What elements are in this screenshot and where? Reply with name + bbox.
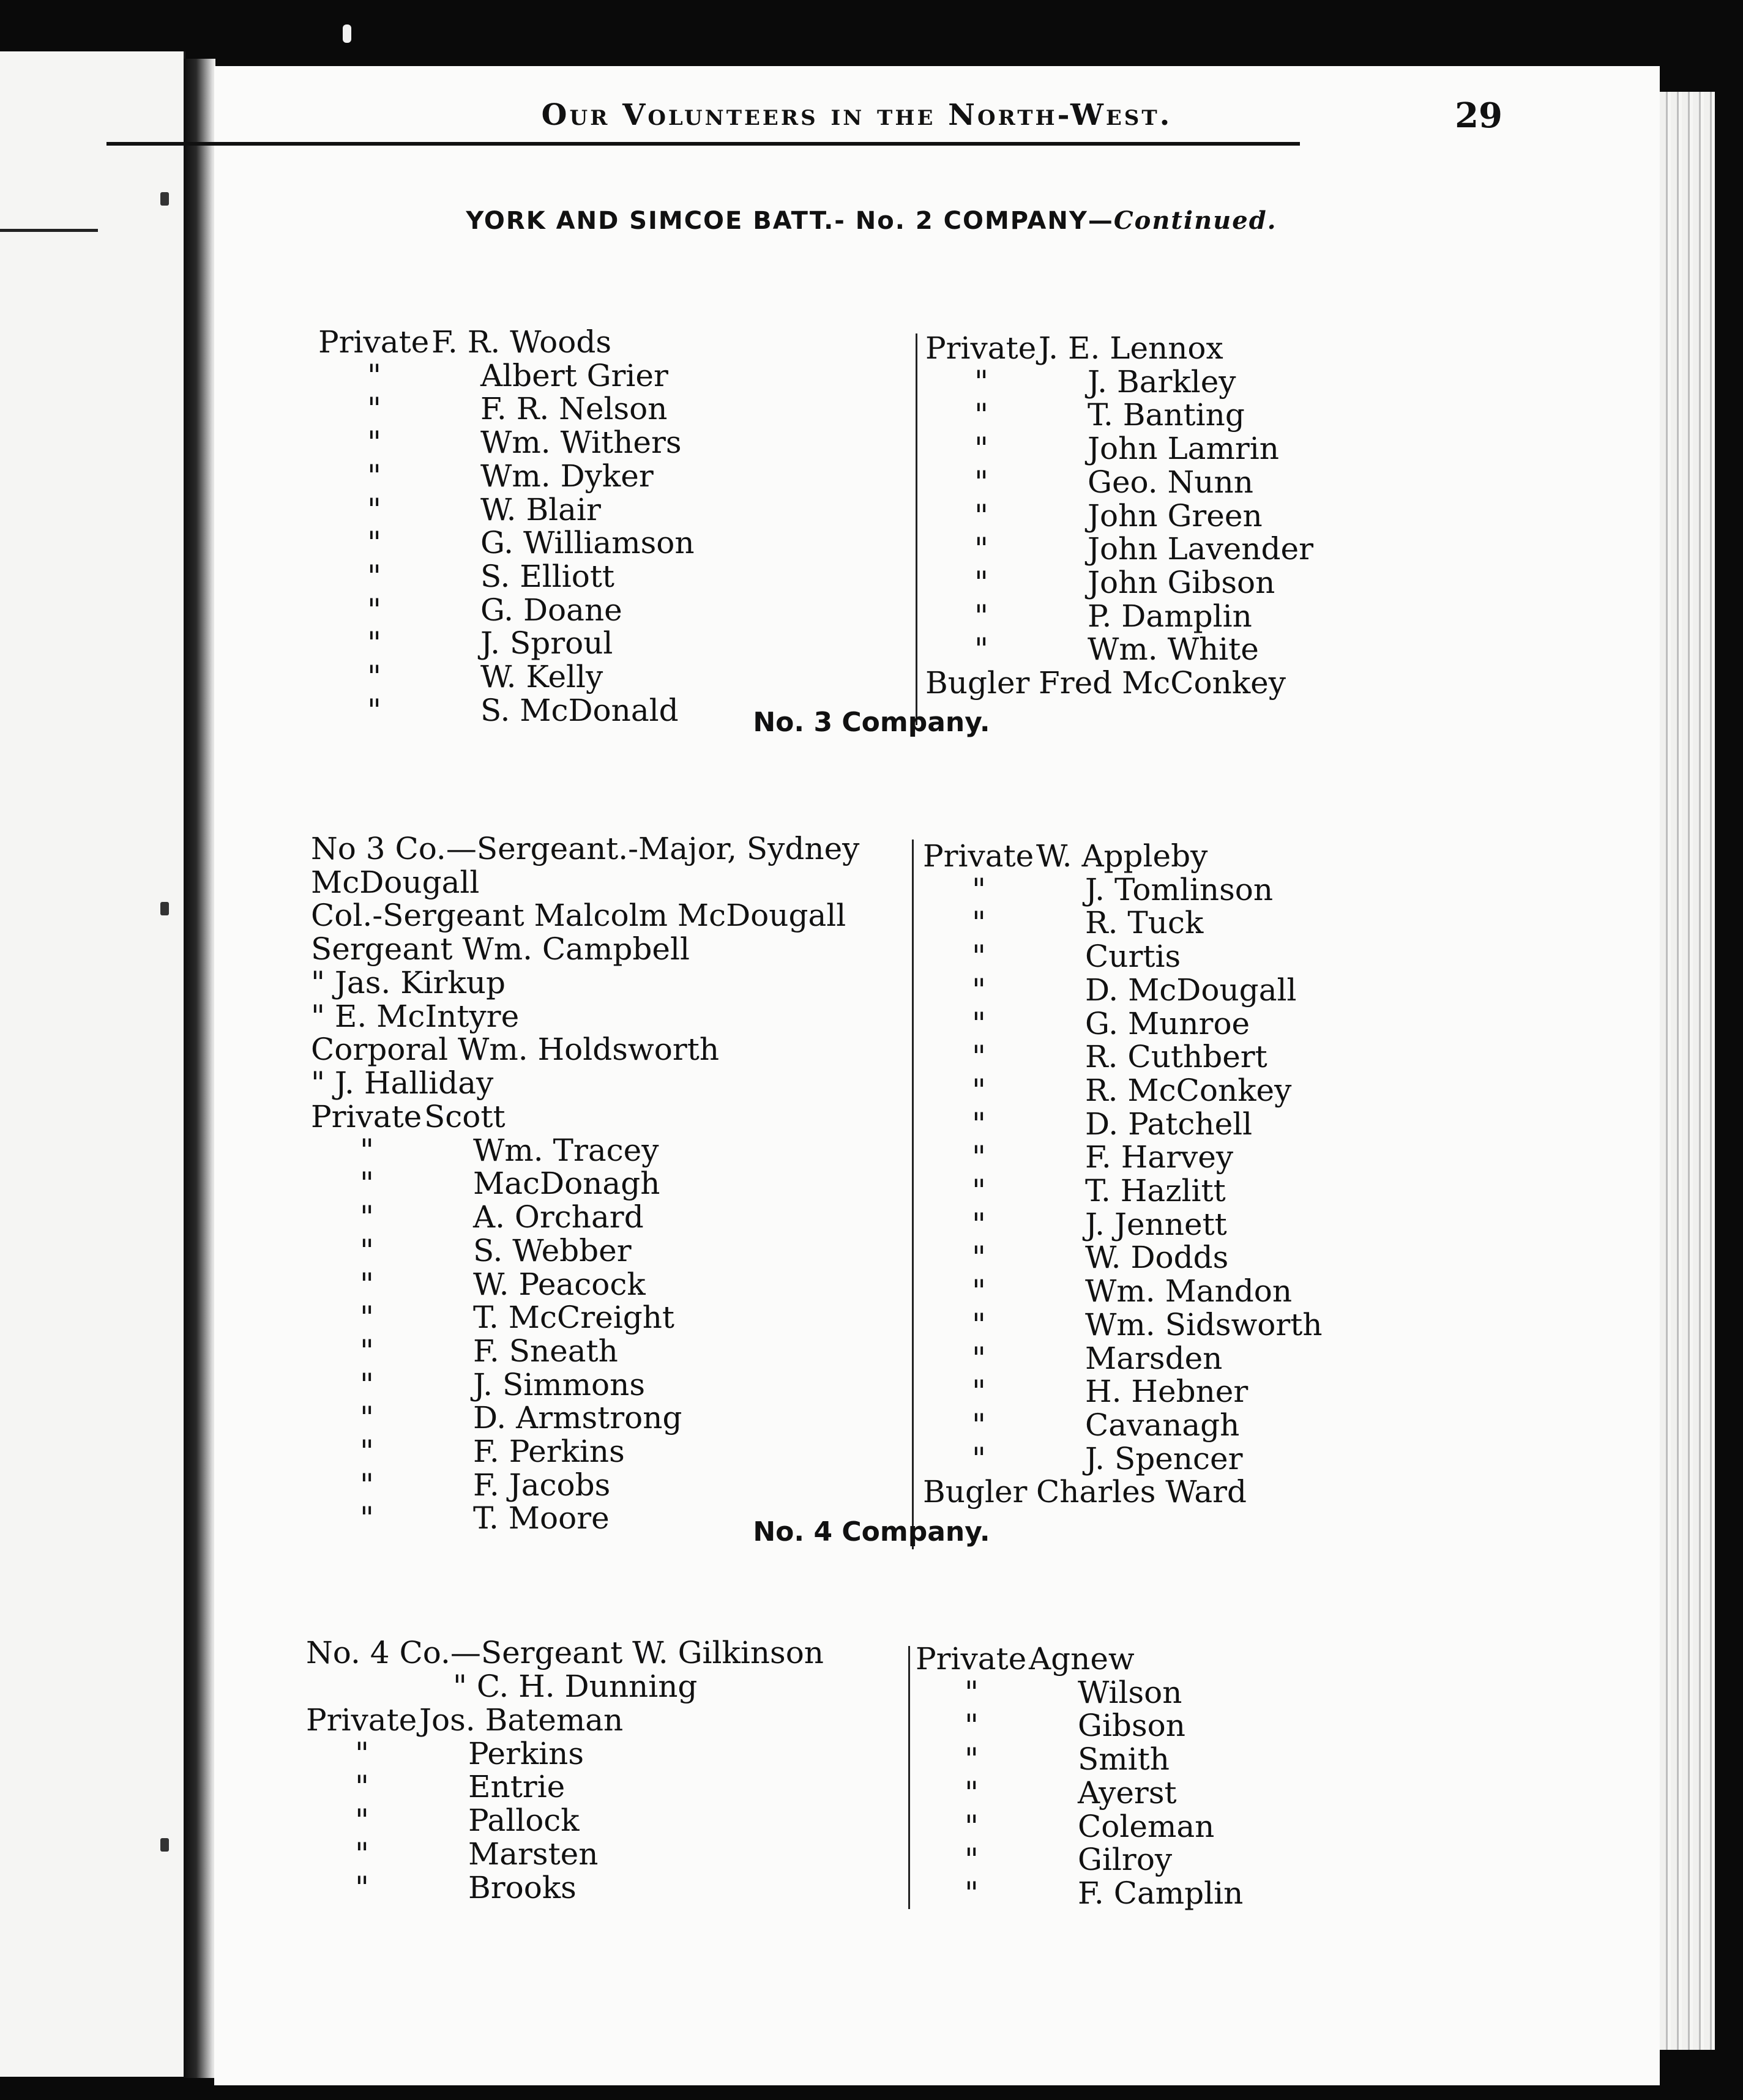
roster-entry [925,666,1313,700]
roster-name: John Lavender [1088,531,1313,567]
roster-entry [916,1843,1243,1877]
roster-rank: Private [311,1099,422,1134]
roster-name: Pallock [468,1803,580,1839]
roster-name: Gibson [1078,1708,1185,1744]
roster-rank: Private [916,1641,1027,1677]
roster-name: W. Peacock [473,1266,646,1302]
roster-entry [923,1308,1323,1342]
roster-name: J. Simmons [473,1366,645,1402]
roster-name: Charles Ward [1036,1474,1247,1510]
roster-name: T. Hazlitt [1085,1173,1226,1209]
roster-line: Col.-Sergeant Malcolm McDougall [311,898,846,934]
roster-rank: " [972,1440,986,1476]
roster-name: R. Cuthbert [1085,1039,1267,1075]
column-divider [916,333,917,725]
roster-rank: " [360,1132,374,1168]
roster-name: F. Harvey [1085,1139,1234,1175]
roster-rank: " [367,659,381,695]
roster-rank: " [974,363,988,400]
roster-rank: " [972,1273,986,1309]
roster-entry [318,326,695,359]
roster-name: Albert Grier [480,357,668,393]
roster-name: R. McConkey [1085,1072,1292,1108]
roster-line: " E. McIntyre [311,998,520,1034]
roster-name: S. McDonald [480,692,679,728]
roster-rank: " [974,564,988,600]
roster-entry [311,1401,682,1435]
roster-rank: Private [925,330,1037,366]
roster-entry [318,460,695,493]
roster-entry [925,332,1313,365]
roster-rank: " [360,1434,374,1470]
roster-rank: " [974,431,988,467]
roster-rank: " [972,939,986,975]
section-title-company-2 [0,206,1743,235]
roster-name: Wm. Tracey [473,1132,659,1168]
roster-rank: Private [923,838,1034,874]
roster-rank: " [965,1774,979,1811]
roster-entry [923,906,1323,940]
binding-mark [160,902,169,915]
company-4-ncos [306,1636,824,1703]
roster-name: R. Tuck [1085,905,1204,941]
roster-entry [923,1409,1323,1442]
roster-line: Sergeant Wm. Campbell [311,931,690,967]
company-4-right-column [916,1642,1243,1910]
company-4-left-column [306,1703,623,1904]
roster-rank: " [360,1366,374,1402]
roster-rank: " [360,1232,374,1268]
roster-name: J. Spencer [1085,1440,1243,1476]
roster-rank: " [367,491,381,527]
roster-rank: " [974,397,988,433]
roster-entry [318,426,695,460]
roster-entry [311,1201,682,1234]
roster-entry [923,1007,1323,1041]
roster-entry [923,1375,1323,1409]
roster-rank: " [360,1400,374,1436]
roster-rank: " [972,1005,986,1041]
roster-name: Wm. Dyker [480,458,654,494]
roster-entry [925,633,1313,666]
roster-entry [311,1234,682,1268]
roster-name: Wm. Withers [480,425,682,461]
roster-entry [306,1703,623,1737]
roster-entry [923,1241,1323,1275]
roster-name: F. Jacobs [473,1467,611,1503]
roster-rank: " [965,1875,979,1911]
roster-rank: " [367,525,381,561]
roster-entry [925,398,1313,432]
roster-rank: " [972,972,986,1008]
roster-rank: " [360,1166,374,1202]
column-divider [908,1646,910,1909]
roster-entry [923,974,1323,1007]
roster-name: Geo. Nunn [1088,464,1253,500]
roster-entry [923,1208,1323,1242]
roster-entry [916,1709,1243,1743]
roster-rank: " [367,592,381,628]
roster-rank: " [367,625,381,661]
roster-entry [318,560,695,594]
roster-entry [923,1442,1323,1476]
roster-rank: " [972,1072,986,1108]
roster-name: G. Doane [480,592,622,628]
roster-rank: " [972,1306,986,1342]
roster-rank: " [965,1741,979,1778]
roster-name: J. Sproul [480,625,613,661]
roster-entry [916,1877,1243,1910]
company-3-right-column [923,840,1323,1509]
roster-entry [925,466,1313,499]
roster-name: D. McDougall [1085,972,1297,1008]
roster-entry [318,627,695,660]
roster-entry [916,1810,1243,1844]
roster-name: Perkins [468,1735,584,1771]
roster-entry [925,432,1313,466]
roster-name: John Gibson [1088,564,1275,600]
roster-entry [923,940,1323,974]
roster-entry [311,1134,682,1167]
roster-entry [923,840,1323,873]
roster-rank: " [355,1869,369,1905]
running-head: Our Volunteers in the North-West. [541,98,1173,132]
roster-name: S. Elliott [480,558,615,594]
roster-name: Wm. Mandon [1085,1273,1293,1309]
section-title-main: YORK AND SIMCOE BATT.- No. 2 COMPANY— [466,207,1114,235]
roster-entry [311,1368,682,1402]
page-number: 29 [1455,95,1502,136]
roster-rank: Bugler [923,1474,1028,1510]
company-2-left-column [318,326,695,727]
roster-name: Entrie [468,1769,565,1805]
roster-name: W. Dodds [1085,1240,1229,1276]
book-spine-gutter [184,59,215,2078]
roster-name: D. Armstrong [473,1400,682,1436]
roster-rank: " [360,1199,374,1235]
roster-name: John Lamrin [1088,431,1279,467]
binding-mark [160,1838,169,1852]
roster-rank: " [972,1340,986,1376]
roster-entry [925,566,1313,600]
roster-rank: " [972,1374,986,1410]
roster-entry [311,1435,682,1469]
roster-entry [923,1275,1323,1308]
roster-rank: " [972,1173,986,1209]
roster-name: J. Tomlinson [1085,871,1274,907]
roster-rank: " [965,1674,979,1710]
roster-rank: " [972,1206,986,1242]
roster-name: Marsten [468,1836,599,1872]
roster-entry [925,499,1313,533]
roster-rank: " [367,357,381,393]
roster-rank: " [355,1803,369,1839]
roster-entry [923,873,1323,907]
page-edges [1660,92,1715,2050]
roster-name: G. Williamson [480,525,695,561]
roster-name: Gilroy [1078,1842,1173,1878]
roster-name: Marsden [1085,1340,1223,1376]
roster-rank: " [965,1708,979,1744]
roster-entry [311,1301,682,1335]
roster-name: Curtis [1085,939,1181,975]
roster-rank: " [355,1769,369,1805]
roster-name: T. McCreight [473,1300,675,1336]
roster-rank: " [360,1333,374,1369]
column-divider [912,840,914,1549]
roster-line: Corporal Wm. Holdsworth [311,1032,720,1068]
roster-rank: Private [306,1702,417,1738]
roster-name: F. Perkins [473,1434,625,1470]
roster-rank: " [974,598,988,634]
roster-entry [925,600,1313,633]
roster-rank: " [972,1039,986,1075]
roster-name: Cavanagh [1085,1407,1240,1443]
roster-rank: " [360,1500,374,1536]
roster-rank: " [355,1735,369,1771]
roster-entry [916,1676,1243,1710]
roster-rank: Private [318,324,430,360]
roster-entry [923,1342,1323,1376]
roster-rank: " [367,391,381,427]
roster-entry [925,365,1313,399]
roster-entry [318,526,695,560]
roster-rank: " [965,1842,979,1878]
roster-entry [916,1776,1243,1810]
scan-speck [343,24,351,43]
binding-mark [160,192,169,206]
roster-name: J. E. Lennox [1039,330,1223,366]
roster-entry [318,392,695,426]
roster-rank: " [974,497,988,534]
roster-entry [318,660,695,694]
roster-name: H. Hebner [1085,1374,1248,1410]
roster-entry [923,1141,1323,1174]
roster-name: G. Munroe [1085,1005,1250,1041]
roster-name: F. R. Nelson [480,391,668,427]
roster-name: T. Banting [1088,397,1245,433]
roster-name: Fred McConkey [1039,665,1286,701]
roster-rank: " [367,458,381,494]
roster-rank: " [355,1836,369,1872]
roster-entry [916,1642,1243,1676]
roster-rank: " [360,1467,374,1503]
section-title-company-3: No. 3 Company. [753,707,990,738]
roster-line: " Jas. Kirkup [311,964,506,1000]
roster-name: J. Jennett [1085,1206,1227,1242]
section-title-continued: Continued. [1113,206,1277,235]
roster-entry [306,1838,623,1871]
roster-rank: " [972,1407,986,1443]
roster-rank: " [367,425,381,461]
roster-rank: " [360,1266,374,1302]
roster-name: Smith [1078,1741,1170,1778]
roster-line: McDougall [311,864,480,900]
roster-name: J. Barkley [1088,363,1236,400]
roster-rank: " [972,871,986,907]
roster-name: Wilson [1078,1674,1182,1710]
roster-entry [311,1268,682,1301]
roster-name: F. Camplin [1078,1875,1244,1911]
roster-name: F. Sneath [473,1333,618,1369]
roster-line: No. 4 Co.—Sergeant W. Gilkinson [306,1635,824,1670]
roster-rank: " [974,464,988,500]
roster-rank: " [972,905,986,941]
roster-name: Ayerst [1078,1774,1177,1811]
roster-rank: " [972,1106,986,1142]
roster-name: S. Webber [473,1232,632,1268]
roster-entry [311,1100,682,1134]
roster-entry [306,1737,623,1771]
roster-name: W. Blair [480,491,601,527]
roster-rank: " [972,1240,986,1276]
roster-entry [306,1770,623,1804]
roster-entry [923,1074,1323,1108]
roster-name: D. Patchell [1085,1106,1253,1142]
roster-name: Jos. Bateman [419,1702,624,1738]
roster-rank: " [367,558,381,594]
roster-line: No 3 Co.—Sergeant.-Major, Sydney [311,831,860,866]
roster-name: Scott [424,1099,506,1134]
roster-entry [923,1040,1323,1074]
roster-name: Agnew [1029,1641,1135,1677]
roster-name: W. Kelly [480,659,603,695]
roster-entry [318,594,695,627]
roster-entry [318,493,695,527]
roster-name: P. Damplin [1088,598,1252,634]
roster-entry [311,1335,682,1368]
roster-entry [311,1469,682,1502]
roster-entry [923,1108,1323,1141]
roster-name: A. Orchard [473,1199,644,1235]
roster-name: MacDonagh [473,1166,660,1202]
roster-name: Brooks [468,1869,577,1905]
roster-rank: Bugler [925,665,1030,701]
roster-name: John Green [1088,497,1263,534]
roster-line: " C. H. Dunning [453,1668,698,1704]
roster-entry [311,1167,682,1201]
roster-entry [923,1475,1323,1509]
roster-rank: " [974,631,988,668]
company-3-ncos [311,832,859,1100]
roster-line: " J. Halliday [311,1065,494,1101]
company-2-right-column [925,332,1313,700]
header-rule [106,142,1300,146]
roster-name: Wm. White [1088,631,1259,668]
roster-entry [923,1174,1323,1208]
roster-rank: " [367,692,381,728]
roster-name: F. R. Woods [431,324,611,360]
facing-page-edge [0,51,185,2077]
roster-entry [306,1871,623,1905]
roster-name: Coleman [1078,1808,1215,1844]
roster-entry [925,532,1313,566]
roster-entry [306,1804,623,1838]
roster-name: W. Appleby [1036,838,1208,874]
roster-rank: " [974,531,988,567]
roster-entry [318,359,695,393]
page-header [211,93,1502,148]
roster-entry [916,1743,1243,1776]
roster-name: Wm. Sidsworth [1085,1306,1323,1342]
roster-name: T. Moore [473,1500,610,1536]
company-3-left-column [311,1100,682,1535]
roster-rank: " [965,1808,979,1844]
roster-rank: " [972,1139,986,1175]
roster-rank: " [360,1300,374,1336]
section-title-company-4: No. 4 Company. [753,1516,990,1547]
